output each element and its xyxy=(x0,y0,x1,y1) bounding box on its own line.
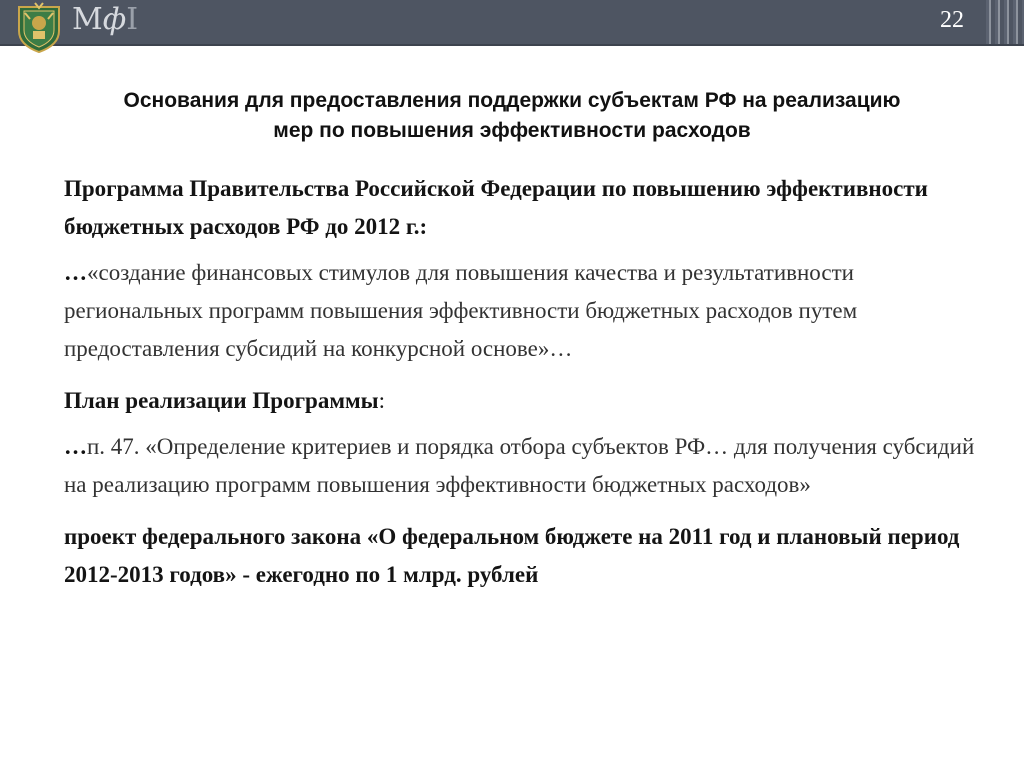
plan-heading-text: План реализации Программы xyxy=(64,388,379,413)
slide-title-line1: Основания для предоставления поддержки субъектам РФ на реализацию xyxy=(123,89,901,112)
page-number: 22 xyxy=(940,7,964,33)
law-text: проект федерального закона «О федеральном бюджете на 2011 год и плановый период 2012-2013 годов» - ежегодно по 1 млрд. рублей xyxy=(64,524,960,587)
brand-logo-text xyxy=(72,3,138,37)
program-heading: Программа Правительства Российской Федерации по повышению эффективности бюджетных расходов РФ до 2012 г.: xyxy=(64,176,928,239)
program-quote-text: «создание финансовых стимулов для повышения качества и результативности региональных программ повышения эффективности бюджетных расходов путем предоставления субсидий на конкурсной основе»… xyxy=(64,260,858,361)
brand-letter-f: ф xyxy=(102,2,127,37)
header-bar xyxy=(0,0,1024,46)
plan-quote-ellipsis: … xyxy=(64,434,87,459)
brand-letter-tail: I xyxy=(126,2,139,37)
decorative-stripes xyxy=(986,0,1024,44)
coat-of-arms-icon xyxy=(16,1,62,53)
slide-body xyxy=(64,170,984,594)
plan-quote-text: п. 47. «Определение критериев и порядка отбора субъектов РФ… для получения субсидий на реализацию программ повышения эффективности бюджетных расходов» xyxy=(64,434,975,497)
plan-heading-colon: : xyxy=(378,388,386,413)
plan-quote xyxy=(64,428,984,504)
program-quote xyxy=(64,254,984,368)
slide-title xyxy=(20,86,1004,146)
slide-title-line2: мер по повышения эффективности расходов xyxy=(273,119,751,142)
plan-heading xyxy=(64,382,984,420)
brand-letter-m: М xyxy=(72,2,103,37)
program-quote-ellipsis: … xyxy=(64,260,87,285)
